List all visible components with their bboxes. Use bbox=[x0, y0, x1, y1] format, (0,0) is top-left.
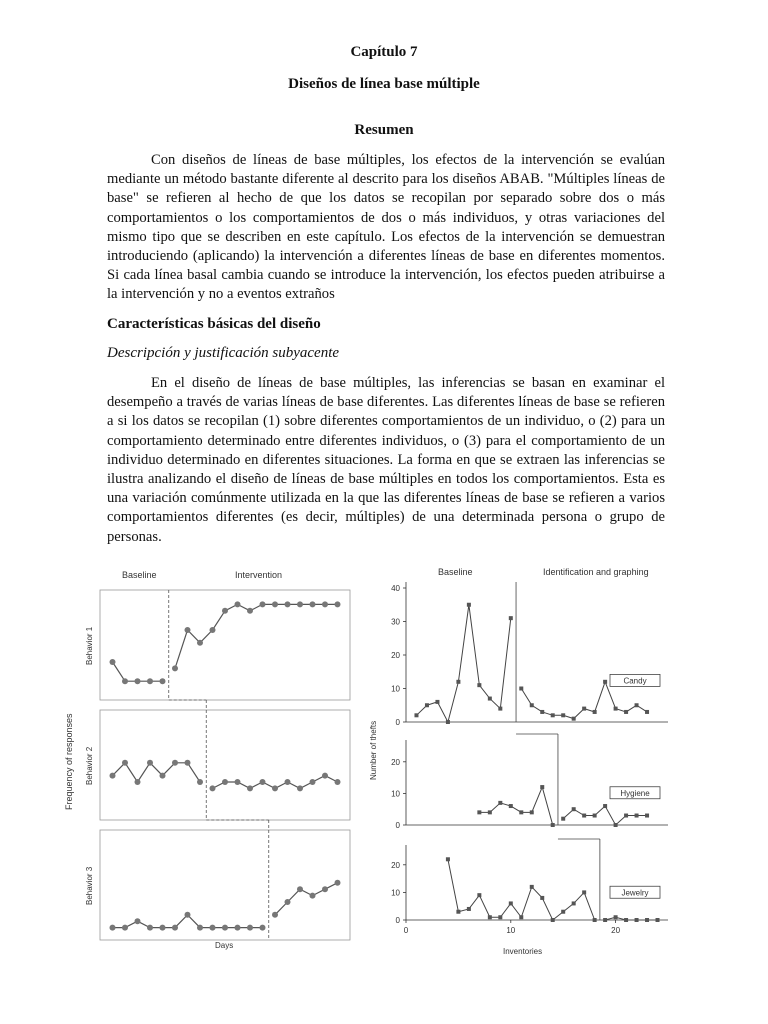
data-point bbox=[614, 823, 618, 827]
data-point bbox=[210, 785, 216, 791]
summary-heading: Resumen bbox=[354, 122, 414, 138]
x-axis-label-left: Days bbox=[215, 941, 234, 950]
data-point bbox=[540, 710, 544, 714]
series-line-r-2-0 bbox=[479, 787, 552, 825]
data-point bbox=[210, 627, 216, 633]
phase-label-baseline-left: Baseline bbox=[122, 570, 157, 580]
data-point bbox=[509, 901, 513, 905]
data-point bbox=[172, 925, 178, 931]
data-point bbox=[185, 627, 191, 633]
data-point bbox=[551, 823, 555, 827]
data-point bbox=[519, 915, 523, 919]
data-point bbox=[310, 601, 316, 607]
data-point bbox=[414, 713, 418, 717]
data-point bbox=[635, 814, 639, 818]
data-point bbox=[110, 773, 116, 779]
data-point bbox=[488, 810, 492, 814]
data-point bbox=[172, 665, 178, 671]
data-point bbox=[498, 801, 502, 805]
data-point bbox=[456, 680, 460, 684]
data-point bbox=[614, 915, 618, 919]
data-point bbox=[603, 804, 607, 808]
data-point bbox=[147, 760, 153, 766]
x-tick-label: 10 bbox=[506, 926, 516, 935]
data-point bbox=[247, 925, 253, 931]
chapter-subtitle: Diseños de línea base múltiple bbox=[288, 76, 480, 92]
data-point bbox=[260, 925, 266, 931]
data-point bbox=[160, 678, 166, 684]
data-point bbox=[603, 918, 607, 922]
data-point bbox=[509, 804, 513, 808]
data-point bbox=[185, 912, 191, 918]
data-point bbox=[135, 918, 141, 924]
data-point bbox=[335, 880, 341, 886]
data-point bbox=[197, 925, 203, 931]
y-tick-label: 20 bbox=[391, 757, 400, 767]
data-point bbox=[624, 814, 628, 818]
chapter-title: Capítulo 7 bbox=[350, 44, 418, 60]
y-tick-label: 10 bbox=[391, 789, 400, 799]
data-point bbox=[147, 678, 153, 684]
data-point bbox=[477, 893, 481, 897]
series-line-r-1-1 bbox=[521, 682, 647, 719]
series-line-r-3-1 bbox=[605, 917, 657, 920]
data-point bbox=[635, 703, 639, 707]
data-point bbox=[467, 907, 471, 911]
data-point bbox=[456, 910, 460, 914]
data-point bbox=[285, 899, 291, 905]
series-line-r-2-1 bbox=[563, 806, 647, 825]
panel-label-2: Behavior 2 bbox=[85, 746, 94, 785]
data-point bbox=[572, 807, 576, 811]
data-point bbox=[551, 918, 555, 922]
data-point bbox=[425, 703, 429, 707]
data-point bbox=[210, 925, 216, 931]
data-point bbox=[197, 640, 203, 646]
x-tick-label: 0 bbox=[403, 926, 409, 935]
figure-behaviors bbox=[60, 560, 360, 960]
data-point bbox=[467, 603, 471, 607]
y-tick-label: 30 bbox=[391, 617, 400, 627]
y-tick-label: 0 bbox=[395, 718, 400, 727]
summary-paragraph: Con diseños de líneas de base múltiples, los efectos de la intervención se evalúan mediante un método bastante diferente al descrito para los diseños ABAB. "Múltiples líneas de base" se refieren al hecho de que los datos se recopilan por separado sobre dos o más comportamientos o los comportamientos de dos o más individuos, y otras variaciones del mismo tipo que se describen en este capítulo. Los efectos de la intervención se demuestran introduciendo (aplicando) la intervención a diferentes líneas de base en diferentes momentos. Si cada línea basal cambia cuando se introduce la intervención, los efectos pueden atribuirse a la intervención y no a eventos extraños bbox=[107, 152, 665, 303]
data-point bbox=[582, 890, 586, 894]
data-point bbox=[656, 918, 660, 922]
data-point bbox=[477, 810, 481, 814]
data-point bbox=[247, 785, 253, 791]
data-point bbox=[614, 707, 618, 711]
data-point bbox=[260, 601, 266, 607]
data-point bbox=[635, 918, 639, 922]
data-point bbox=[561, 817, 565, 821]
data-point bbox=[551, 713, 555, 717]
phase-label-identification-right: Identification and graphing bbox=[543, 567, 649, 577]
data-point bbox=[110, 925, 116, 931]
figure-thefts bbox=[368, 560, 678, 960]
data-point bbox=[222, 925, 228, 931]
y-tick-label: 20 bbox=[391, 651, 400, 660]
data-point bbox=[297, 601, 303, 607]
data-point bbox=[435, 700, 439, 704]
legend-label-1: Candy bbox=[623, 676, 647, 686]
data-point bbox=[222, 608, 228, 614]
y-tick-label: 0 bbox=[395, 821, 400, 830]
data-point bbox=[222, 779, 228, 785]
subsection-heading: Descripción y justificación subyacente bbox=[107, 345, 340, 361]
phase-label-intervention-left: Intervention bbox=[235, 570, 283, 580]
data-point bbox=[247, 608, 253, 614]
data-point bbox=[645, 814, 649, 818]
data-point bbox=[272, 601, 278, 607]
section-heading: Características básicas del diseño bbox=[107, 316, 321, 332]
data-point bbox=[160, 773, 166, 779]
legend-label-2: Hygiene bbox=[620, 788, 650, 798]
data-point bbox=[122, 760, 128, 766]
y-tick-label: 0 bbox=[395, 916, 400, 925]
data-point bbox=[122, 925, 128, 931]
data-point bbox=[498, 707, 502, 711]
data-point bbox=[322, 773, 328, 779]
data-point bbox=[322, 886, 328, 892]
data-point bbox=[235, 779, 241, 785]
panel-label-1: Behavior 1 bbox=[85, 626, 94, 665]
data-point bbox=[603, 680, 607, 684]
data-point bbox=[561, 713, 565, 717]
data-point bbox=[530, 885, 534, 889]
data-point bbox=[185, 760, 191, 766]
data-point bbox=[310, 893, 316, 899]
panel-label-3: Behavior 3 bbox=[85, 866, 94, 905]
data-point bbox=[593, 814, 597, 818]
data-point bbox=[446, 720, 450, 724]
data-point bbox=[540, 896, 544, 900]
data-point bbox=[540, 785, 544, 789]
data-point bbox=[135, 779, 141, 785]
data-point bbox=[110, 659, 116, 665]
data-point bbox=[645, 710, 649, 714]
data-point bbox=[235, 601, 241, 607]
legend-label-3: Jewelry bbox=[621, 888, 649, 898]
data-point bbox=[488, 915, 492, 919]
panel-frame-2 bbox=[100, 710, 350, 820]
data-point bbox=[593, 918, 597, 922]
data-point bbox=[509, 616, 513, 620]
data-point bbox=[572, 901, 576, 905]
y-tick-label: 20 bbox=[391, 860, 400, 870]
data-point bbox=[297, 886, 303, 892]
data-point bbox=[335, 779, 341, 785]
data-point bbox=[147, 925, 153, 931]
data-point bbox=[260, 779, 266, 785]
data-point bbox=[593, 710, 597, 714]
data-point bbox=[582, 707, 586, 711]
data-point bbox=[561, 910, 565, 914]
data-point bbox=[446, 857, 450, 861]
data-point bbox=[285, 779, 291, 785]
data-point bbox=[530, 703, 534, 707]
data-point bbox=[645, 918, 649, 922]
data-point bbox=[519, 687, 523, 691]
x-tick-label: 20 bbox=[611, 926, 621, 935]
data-point bbox=[498, 915, 502, 919]
y-tick-label: 10 bbox=[391, 684, 400, 694]
data-point bbox=[272, 912, 278, 918]
data-point bbox=[488, 697, 492, 701]
data-point bbox=[519, 810, 523, 814]
data-point bbox=[572, 717, 576, 721]
data-point bbox=[624, 710, 628, 714]
series-line-r-1-0 bbox=[416, 605, 510, 722]
data-point bbox=[197, 779, 203, 785]
data-point bbox=[135, 678, 141, 684]
y-tick-label: 40 bbox=[391, 584, 400, 593]
data-point bbox=[310, 779, 316, 785]
series-line-3-1 bbox=[275, 883, 338, 915]
data-point bbox=[530, 810, 534, 814]
y-tick-label: 10 bbox=[391, 888, 400, 898]
x-axis-label-right: Inventories bbox=[503, 947, 543, 956]
series-line-1-1 bbox=[175, 604, 338, 668]
data-point bbox=[624, 918, 628, 922]
data-point bbox=[322, 601, 328, 607]
data-point bbox=[582, 814, 586, 818]
data-point bbox=[122, 678, 128, 684]
y-axis-label-right: Number of thefts bbox=[369, 720, 378, 780]
data-point bbox=[477, 683, 481, 687]
data-point bbox=[297, 785, 303, 791]
data-point bbox=[235, 925, 241, 931]
data-point bbox=[285, 601, 291, 607]
design-paragraph: En el diseño de líneas de base múltiples, las inferencias se basan en examinar el desempeño a través de varias líneas de base diferentes. Las diferentes líneas de base se refieren a si los datos se recopilan (1) sobre diferentes comportamientos de un individuo, o (2) para un comportamiento determinado entre diferentes individuos, o (3) para el comportamiento de un individuo determinado en diferentes situaciones. La forma en que se extraen las inferencias se ilustra analizando el diseño de líneas de base múltiples en todos los comportamientos. Esta es una variación comúnmente utilizada en la que las diferentes líneas de base se refieren a varios comportamientos diferentes (es decir, múltiples) de una determinada persona o grupo de personas. bbox=[107, 375, 665, 545]
data-point bbox=[160, 925, 166, 931]
data-point bbox=[272, 785, 278, 791]
data-point bbox=[172, 760, 178, 766]
phase-label-baseline-right: Baseline bbox=[438, 567, 473, 577]
y-axis-label-left: Frequency of responses bbox=[64, 713, 74, 810]
data-point bbox=[335, 601, 341, 607]
